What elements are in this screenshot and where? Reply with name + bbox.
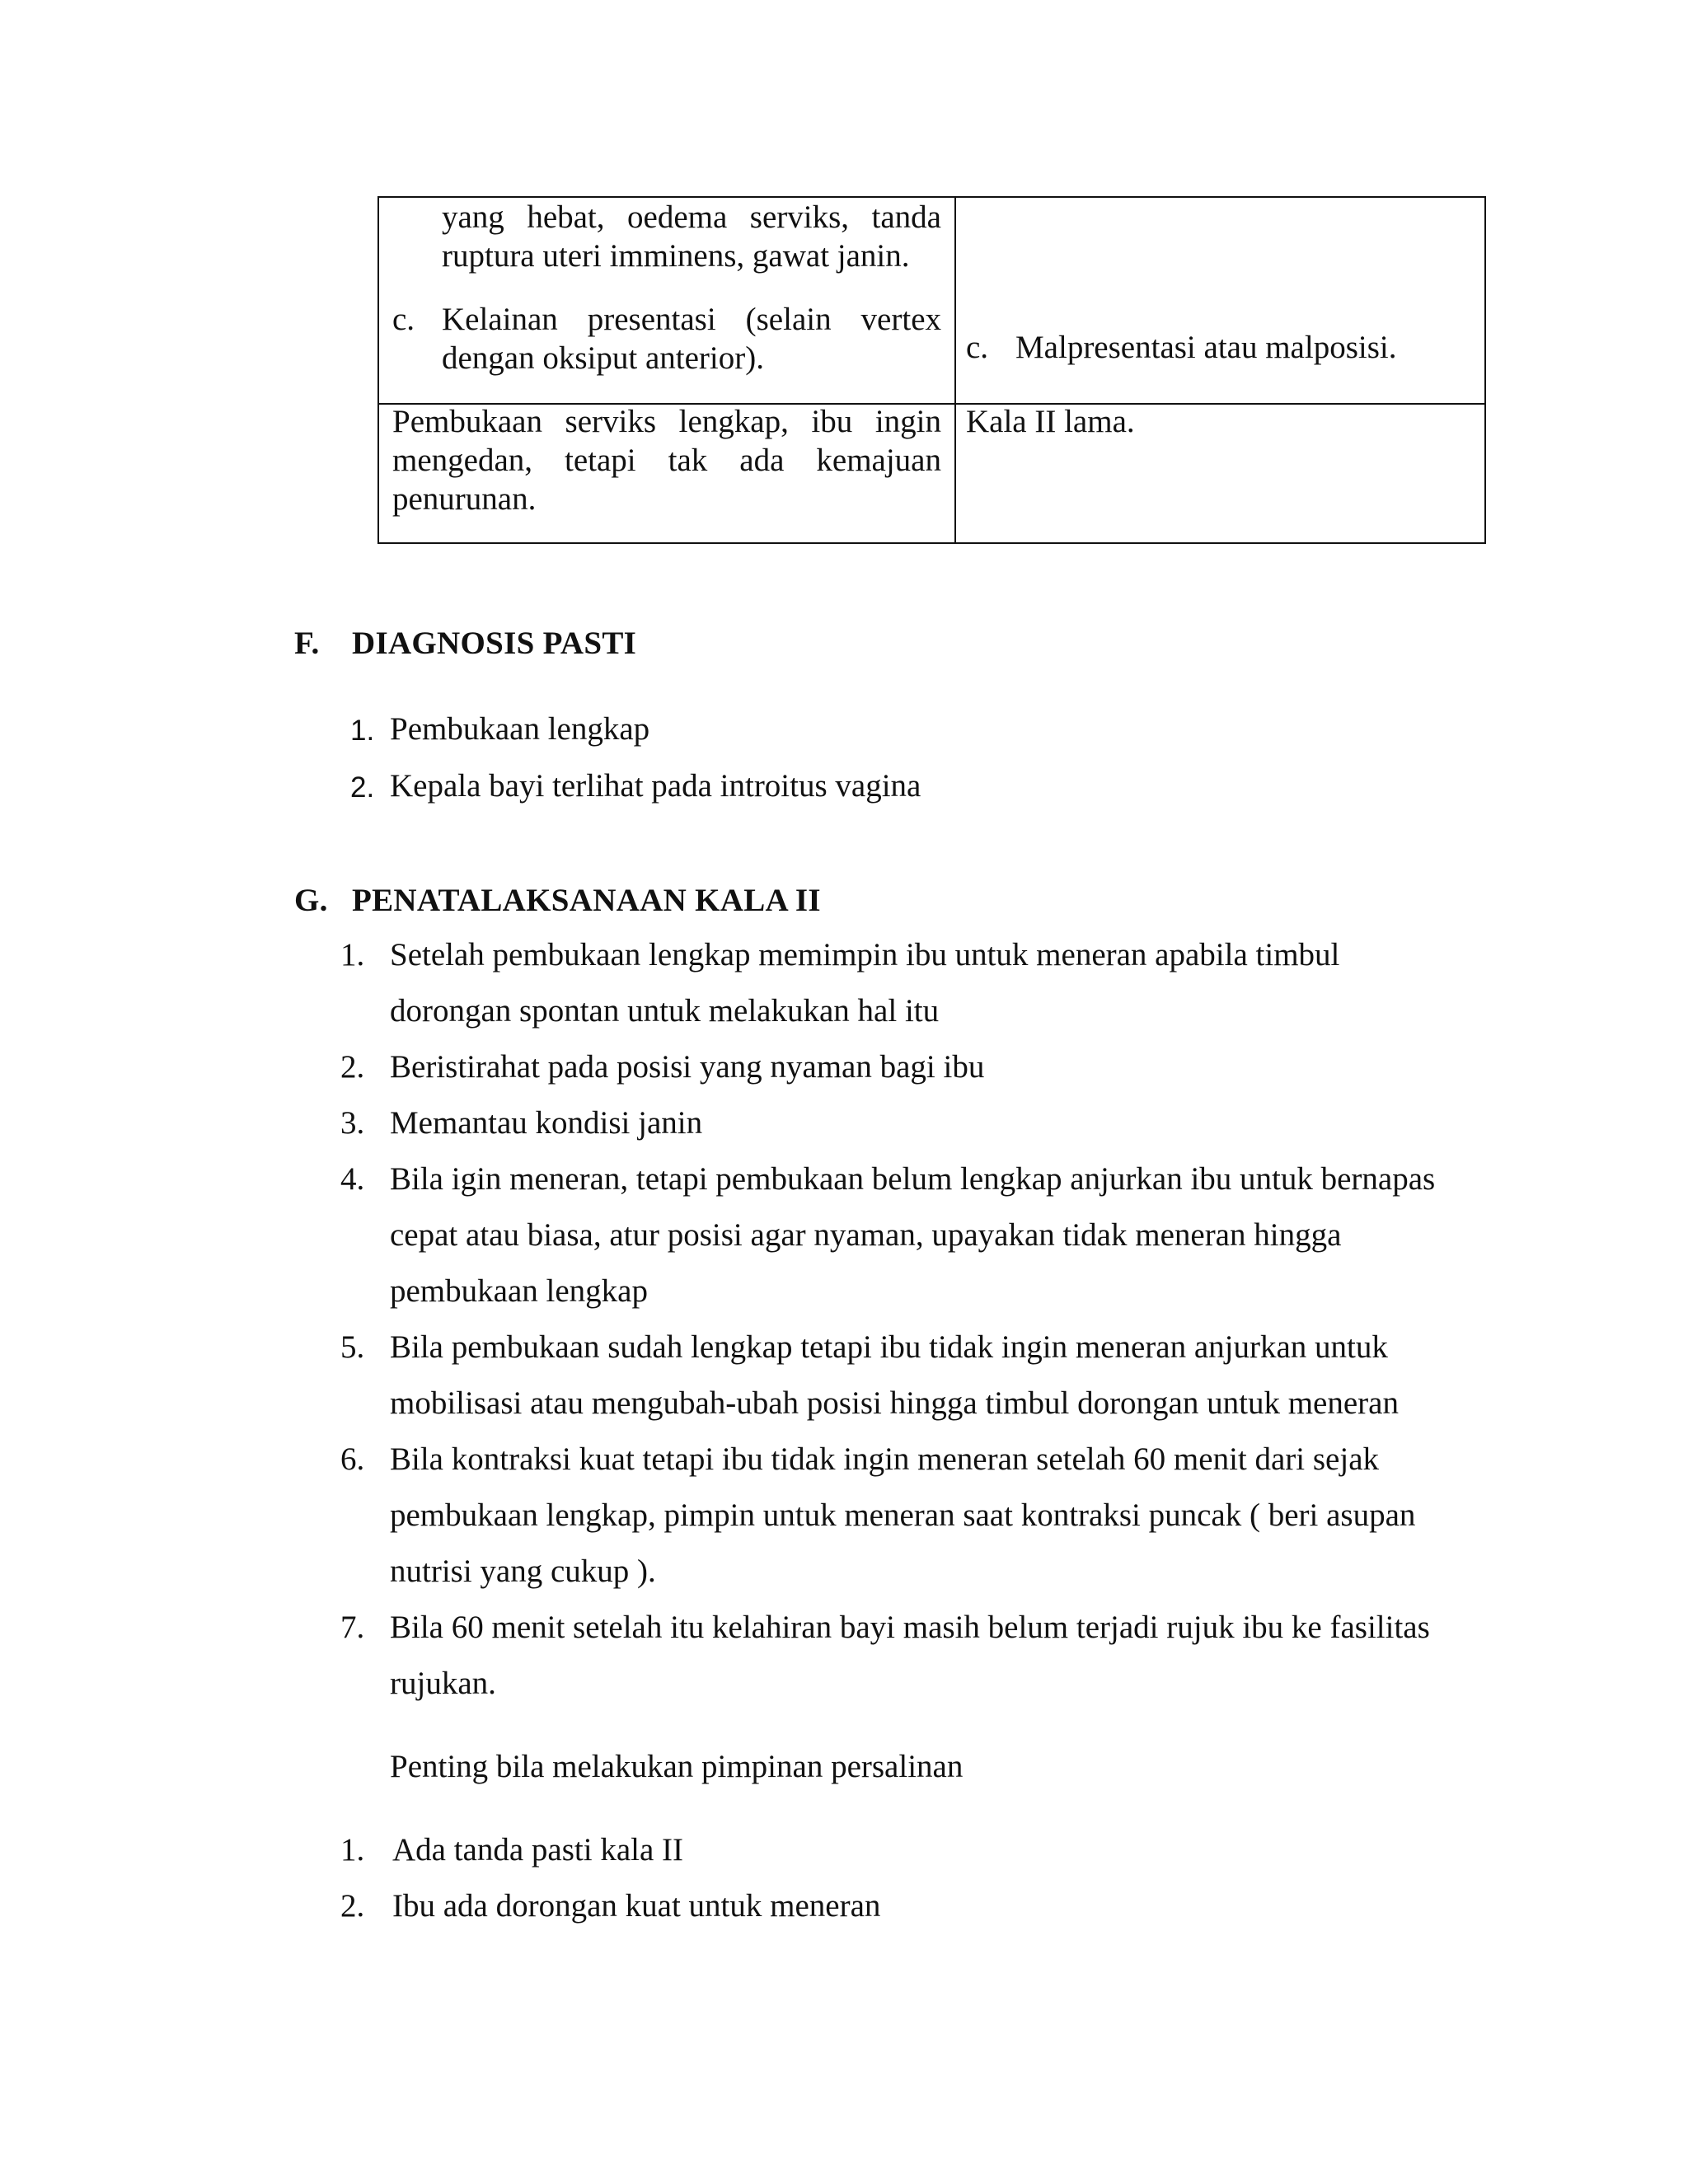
list-item-number: 1. xyxy=(340,937,365,972)
table-cell-line: dengan oksiput anterior). xyxy=(442,340,764,376)
list-item-line: pembukaan lengkap, pimpin untuk meneran saat kontraksi puncak ( beri asupan xyxy=(390,1497,1416,1533)
table-row1-left-c-text xyxy=(442,300,941,377)
list-item-line: nutrisi yang cukup ). xyxy=(390,1554,656,1589)
section-title: DIAGNOSIS PASTI xyxy=(352,626,637,661)
list-item-number: 1. xyxy=(340,1832,365,1868)
table-cell-line: ruptura uteri imminens, gawat janin. xyxy=(442,238,910,274)
table-cell-line: penurunan. xyxy=(392,481,537,517)
table-cell-line: Kelainan presentasi (selain vertex xyxy=(442,302,941,337)
list-item-number: 5. xyxy=(340,1329,365,1365)
list-item-line: Setelah pembukaan lengkap memimpin ibu untuk meneran apabila timbul xyxy=(390,937,1340,972)
table-cell-line: yang hebat, oedema serviks, tanda xyxy=(442,199,941,235)
list-item-number: 3. xyxy=(340,1105,365,1141)
list-item-line: Memantau kondisi janin xyxy=(390,1105,703,1141)
list-item-number: 6. xyxy=(340,1441,365,1477)
list-item-line: rujukan. xyxy=(390,1666,496,1701)
table-cell-line: mengedan, tetapi tak ada kemajuan xyxy=(392,443,941,478)
table-row2-right: Kala II lama. xyxy=(966,404,1135,439)
list-item-line: pembukaan lengkap xyxy=(390,1273,648,1309)
list-item-number: 2. xyxy=(350,771,375,804)
section-letter: G. xyxy=(294,883,328,918)
list-item-line: Bila igin meneran, tetapi pembukaan belum lengkap anjurkan ibu untuk bernapas xyxy=(390,1161,1436,1197)
table-column-divider xyxy=(954,198,956,542)
list-item: Kepala bayi terlihat pada introitus vagina xyxy=(390,768,921,804)
note-paragraph: Penting bila melakukan pimpinan persalinan xyxy=(390,1749,964,1784)
list-item-line: dorongan spontan untuk melakukan hal itu xyxy=(390,993,940,1029)
table-cell-line: Pembukaan serviks lengkap, ibu ingin xyxy=(392,404,941,439)
list-item: Ibu ada dorongan kuat untuk meneran xyxy=(392,1888,881,1924)
table-row2-left xyxy=(392,402,941,518)
table-row1-right-c-marker: c. xyxy=(966,330,989,365)
table-row1-left-c-marker: c. xyxy=(392,302,415,337)
list-item-number: 2. xyxy=(340,1888,365,1924)
list-item-line: Bila pembukaan sudah lengkap tetapi ibu tidak ingin meneran anjurkan untuk xyxy=(390,1329,1388,1365)
list-item-number: 1. xyxy=(350,715,375,747)
list-item-line: cepat atau biasa, atur posisi agar nyaman, upayakan tidak meneran hingga xyxy=(390,1217,1342,1253)
list-item-number: 7. xyxy=(340,1610,365,1645)
list-item-line: Bila kontraksi kuat tetapi ibu tidak ingin meneran setelah 60 menit dari sejak xyxy=(390,1441,1380,1477)
list-item-number: 4. xyxy=(340,1161,365,1197)
list-item: Pembukaan lengkap xyxy=(390,711,650,747)
section-title: PENATALAKSANAAN KALA II xyxy=(352,883,821,918)
list-item-line: Beristirahat pada posisi yang nyaman bagi ibu xyxy=(390,1049,985,1085)
list-item-number: 2. xyxy=(340,1049,365,1085)
list-item-line: mobilisasi atau mengubah-ubah posisi hingga timbul dorongan untuk meneran xyxy=(390,1385,1399,1421)
table-row1-right-c-text: Malpresentasi atau malposisi. xyxy=(1015,330,1397,365)
table-row1-left-continuation xyxy=(442,198,941,275)
diagnosis-table xyxy=(377,196,1486,544)
list-item: Ada tanda pasti kala II xyxy=(392,1832,684,1868)
section-letter: F. xyxy=(294,626,320,661)
list-item-line: Bila 60 menit setelah itu kelahiran bayi masih belum terjadi rujuk ibu ke fasilitas xyxy=(390,1610,1430,1645)
